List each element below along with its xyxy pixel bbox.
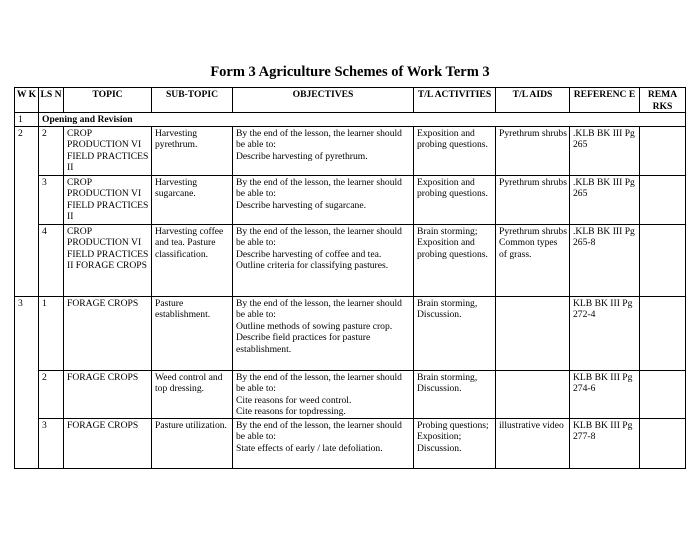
header-reference: REFERENC E xyxy=(570,88,640,113)
subtopic-cell: Harvesting pyrethrum. xyxy=(152,126,233,175)
header-lesson: LS N xyxy=(39,88,64,113)
objectives-cell xyxy=(233,126,414,175)
table-row xyxy=(15,224,686,296)
lesson-cell: 3 xyxy=(39,175,64,224)
activities-cell: Brain storming, Discussion. xyxy=(414,296,496,370)
header-activities: T/L ACTIVITIES xyxy=(414,88,496,113)
objectives-cell xyxy=(233,224,414,296)
activities-cell: Exposition and probing questions. xyxy=(414,126,496,175)
objectives-cell xyxy=(233,418,414,468)
aids-cell: Pyrethrum shrubs xyxy=(496,175,570,224)
topic-cell: CROP PRODUCTION VI FIELD PRACTICES II xyxy=(64,126,152,175)
remarks-cell xyxy=(640,370,686,418)
reference-cell: KLB BK III Pg 277-8 xyxy=(570,418,640,468)
header-remarks: REMA RKS xyxy=(640,88,686,113)
activities-cell: Brain storming; Exposition and probing questions. xyxy=(414,224,496,296)
topic-cell: FORAGE CROPS xyxy=(64,418,152,468)
objective-line: Describe harvesting of pyrethrum. xyxy=(236,150,368,162)
remarks-cell xyxy=(640,296,686,370)
objective-line: Outline methods of sowing pasture crop. xyxy=(236,320,393,332)
scheme-table xyxy=(14,87,686,469)
week-cell: 2 xyxy=(15,126,39,296)
remarks-cell xyxy=(640,224,686,296)
header-subtopic: SUB-TOPIC xyxy=(152,88,233,113)
objective-intro: By the end of the lesson, the learner should be able to: xyxy=(236,225,402,248)
topic-cell: CROP PRODUCTION VI FIELD PRACTICES II FORAGE CROPS xyxy=(64,224,152,296)
reference-cell: .KLB BK III Pg 265 xyxy=(570,175,640,224)
aids-cell: Pyrethrum shrubs Common types of grass. xyxy=(496,224,570,296)
objectives-cell xyxy=(233,296,414,370)
header-aids: T/L AIDS xyxy=(496,88,570,113)
table-row xyxy=(15,126,686,175)
topic-cell: CROP PRODUCTION VI FIELD PRACTICES II xyxy=(64,175,152,224)
subtopic-cell: Harvesting coffee and tea. Pasture classification. xyxy=(152,224,233,296)
remarks-cell xyxy=(640,126,686,175)
subtopic-cell: Pasture utilization. xyxy=(152,418,233,468)
header-row xyxy=(15,88,686,113)
activities-cell: Exposition and probing questions. xyxy=(414,175,496,224)
lesson-cell: 3 xyxy=(39,418,64,468)
lesson-cell: 1 xyxy=(39,296,64,370)
objective-intro: By the end of the lesson, the learner should be able to: xyxy=(236,371,402,394)
reference-cell: .KLB BK III Pg 265-8 xyxy=(570,224,640,296)
aids-cell xyxy=(496,370,570,418)
objective-line: Describe field practices for pasture establishment. xyxy=(236,332,371,355)
activities-cell: Brain storming, Discussion. xyxy=(414,370,496,418)
table-row xyxy=(15,175,686,224)
header-week: W K xyxy=(15,88,39,113)
section-label: Opening and Revision xyxy=(39,113,686,127)
table-row xyxy=(15,370,686,418)
objective-line: Cite reasons for topdressing. xyxy=(236,406,346,417)
reference-cell: KLB BK III Pg 272-4 xyxy=(570,296,640,370)
remarks-cell xyxy=(640,175,686,224)
topic-cell: FORAGE CROPS xyxy=(64,296,152,370)
reference-cell: KLB BK III Pg 274-6 xyxy=(570,370,640,418)
aids-cell: illustrative video xyxy=(496,418,570,468)
topic-cell: FORAGE CROPS xyxy=(64,370,152,418)
objective-intro: By the end of the lesson, the learner should be able to: xyxy=(236,297,402,320)
objective-line: Cite reasons for weed control. xyxy=(236,394,352,406)
objective-line: State effects of early / late defoliation. xyxy=(236,442,383,454)
objective-intro: By the end of the lesson, the learner should be able to: xyxy=(236,176,402,199)
activities-cell: Probing questions; Exposition; Discussion. xyxy=(414,418,496,468)
objective-intro: By the end of the lesson, the learner should be able to: xyxy=(236,127,402,150)
subtopic-cell: Harvesting sugarcane. xyxy=(152,175,233,224)
objectives-cell xyxy=(233,175,414,224)
lesson-cell: 4 xyxy=(39,224,64,296)
objective-line: Outline criteria for classifying pastures. xyxy=(236,260,389,271)
objectives-cell xyxy=(233,370,414,418)
table-row xyxy=(15,296,686,370)
lesson-cell: 2 xyxy=(39,126,64,175)
reference-cell: .KLB BK III Pg 265 xyxy=(570,126,640,175)
week-cell: 3 xyxy=(15,296,39,468)
remarks-cell xyxy=(640,418,686,468)
table-row xyxy=(15,418,686,468)
subtopic-cell: Pasture establishment. xyxy=(152,296,233,370)
lesson-cell: 2 xyxy=(39,370,64,418)
section-row xyxy=(15,113,686,127)
objective-line: Describe harvesting of sugarcane. xyxy=(236,199,366,211)
header-topic: TOPIC xyxy=(64,88,152,113)
document-title: Form 3 Agriculture Schemes of Work Term 3 xyxy=(210,64,490,80)
objective-line: Describe harvesting of coffee and tea. xyxy=(236,248,382,260)
aids-cell: Pyrethrum shrubs xyxy=(496,126,570,175)
aids-cell xyxy=(496,296,570,370)
section-week: 1 xyxy=(15,113,39,127)
subtopic-cell: Weed control and top dressing. xyxy=(152,370,233,418)
objective-intro: By the end of the lesson, the learner should be able to: xyxy=(236,419,402,442)
header-objectives: OBJECTIVES xyxy=(233,88,414,113)
